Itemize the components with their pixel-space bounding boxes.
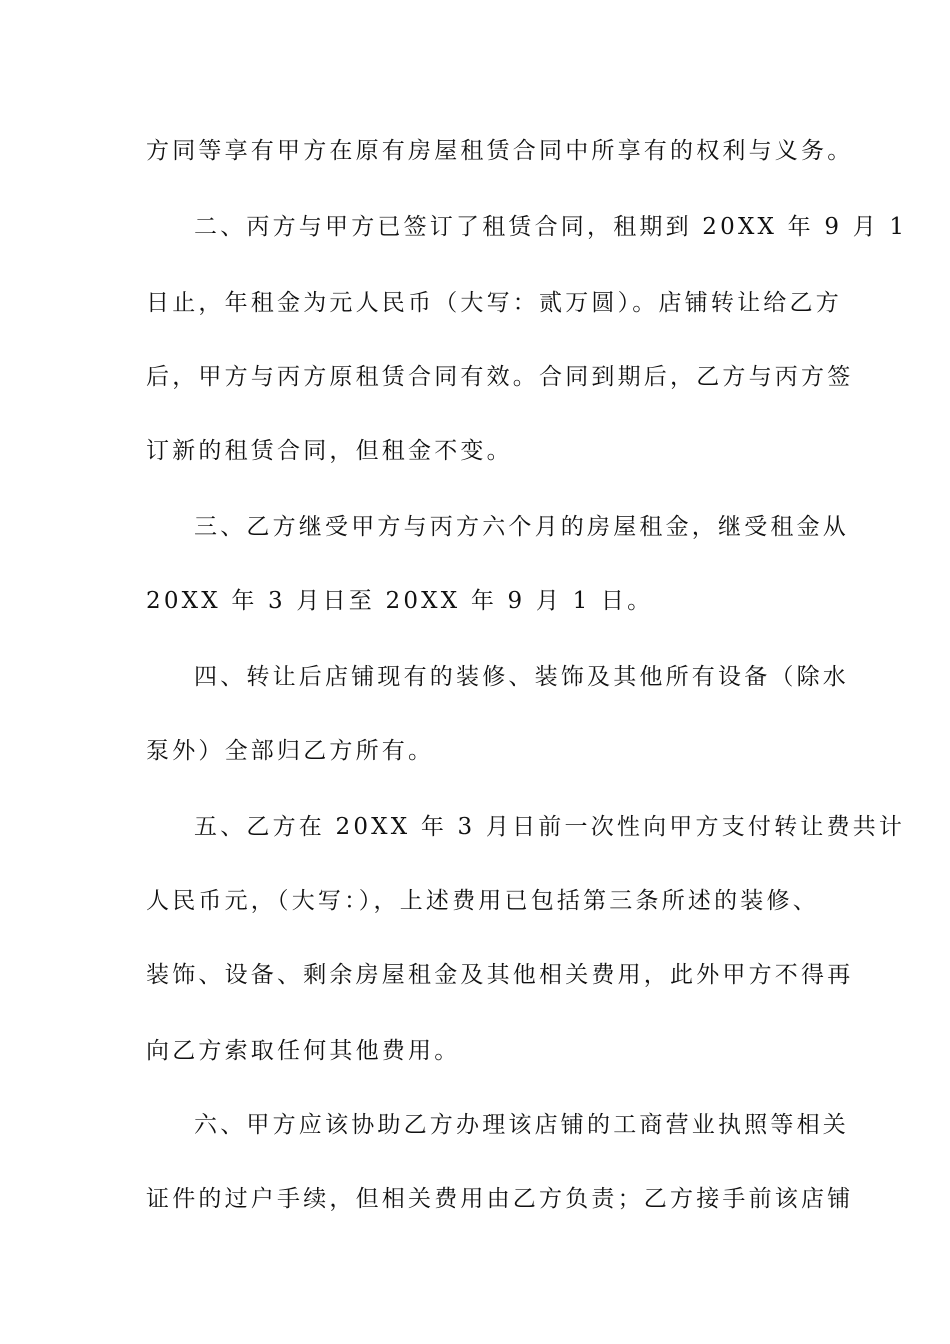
clause-5-line: 五、乙方在 20XX 年 3 月日前一次性向甲方支付转让费共计	[194, 814, 906, 840]
clause-3-line: 三、乙方继受甲方与丙方六个月的房屋租金，继受租金从	[194, 514, 849, 540]
text-line: 向乙方索取任何其他费用。	[146, 1038, 461, 1064]
text-line: 后，甲方与丙方原租赁合同有效。合同到期后，乙方与丙方签	[146, 364, 854, 390]
text-line: 20XX 年 3 月日至 20XX 年 9 月 1 日。	[146, 588, 654, 614]
text-line: 订新的租赁合同，但租金不变。	[146, 438, 513, 464]
text-line: 人民币元，（大写：），上述费用已包括第三条所述的装修、	[146, 888, 819, 914]
clause-2-line: 二、丙方与甲方已签订了租赁合同，租期到 20XX 年 9 月 1	[194, 214, 908, 240]
text-line: 方同等享有甲方在原有房屋租赁合同中所享有的权利与义务。	[146, 138, 854, 164]
clause-4-line: 四、转让后店铺现有的装修、装饰及其他所有设备（除水	[194, 664, 849, 690]
clause-6-line: 六、甲方应该协助乙方办理该店铺的工商营业执照等相关	[194, 1112, 849, 1138]
text-line: 日止，年租金为元人民币（大写：贰万圆）。店铺转让给乙方	[146, 290, 842, 316]
text-line: 泵外）全部归乙方所有。	[146, 738, 435, 764]
text-line: 装饰、设备、剩余房屋租金及其他相关费用，此外甲方不得再	[146, 962, 854, 988]
text-line: 证件的过户手续，但相关费用由乙方负责；乙方接手前该店铺	[146, 1186, 854, 1212]
